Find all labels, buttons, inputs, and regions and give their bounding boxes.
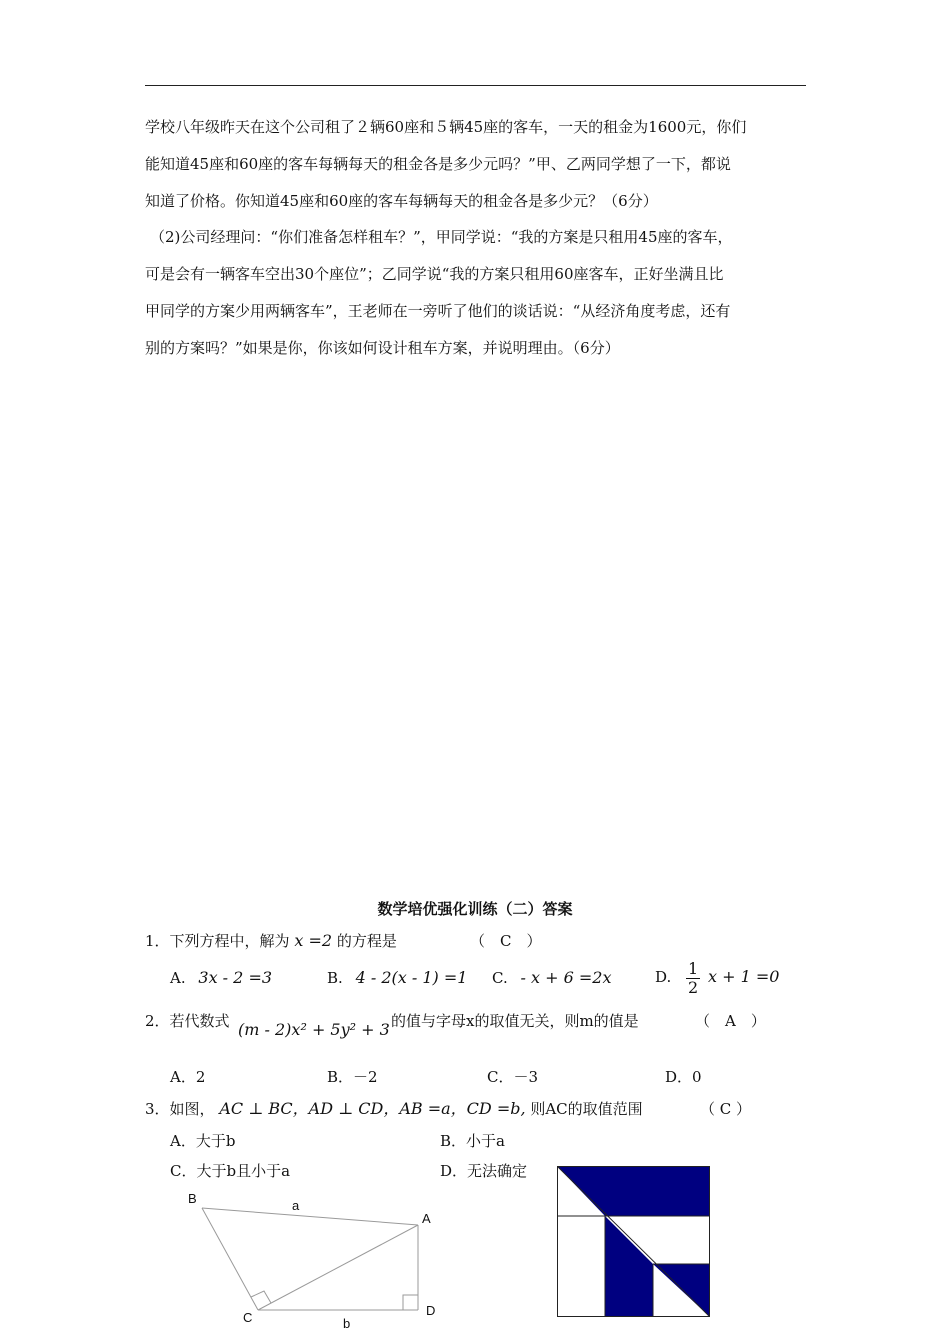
problem-line: 可是会有一辆客车空出30个座位”；乙同学说“我的方案只租用60座客车，正好坐满且比 (145, 265, 724, 283)
q3-option-c: C．大于b且小于a (170, 1162, 291, 1180)
option-label: B. (327, 969, 343, 987)
problem-line: 甲同学的方案少用两辆客车”，王老师在一旁听了他们的谈话说：“从经济角度考虑，还有 (145, 302, 731, 320)
problem-line: 能知道45座和60座的客车每辆每天的租金各是多少元吗？”甲、乙两同学想了一下，都说 (145, 155, 731, 173)
label-b: B (188, 1191, 197, 1206)
q1-option-b (327, 967, 467, 989)
q2-answer: （ A ） (695, 1012, 766, 1030)
problem-paragraph-2 (145, 219, 815, 367)
q3-option-d: D．无法确定 (440, 1162, 528, 1180)
q3-stem (145, 1098, 643, 1120)
q1-option-d (655, 957, 779, 997)
q2-option-d: D．0 (665, 1068, 702, 1086)
header-rule (145, 85, 806, 86)
label-a-side: a (292, 1198, 300, 1213)
answer-title: 数学培优强化训练（二）答案 (377, 900, 573, 918)
q2-option-c: C．－3 (487, 1068, 539, 1086)
q1-text-before: 1．下列方程中，解为 (145, 932, 290, 950)
problem-line: 学校八年级昨天在这个公司租了２辆60座和５辆45座的客车，一天的租金为1600元，你们 (145, 118, 747, 136)
q3-text-before: 3．如图， (145, 1100, 215, 1118)
label-d: D (426, 1303, 436, 1318)
square-pattern-figure (557, 1166, 712, 1319)
option-label: D. (655, 968, 672, 986)
problem-line: 别的方案吗？”如果是你，你该如何设计租车方案，并说明理由。（6分） (145, 339, 620, 357)
q3-text-after: 则AC的取值范围 (530, 1100, 643, 1118)
geometry-figure (180, 1185, 450, 1335)
q2-stem-before: 2．若代数式 (145, 1012, 230, 1030)
q3-option-a: A．大于b (170, 1132, 236, 1150)
option-label: C. (492, 969, 508, 987)
label-a: A (422, 1211, 431, 1226)
q1-option-c-expr: - x + 6 =2x (520, 968, 612, 987)
q1-option-d-fraction (686, 960, 700, 997)
q2-stem-after: 的值与字母x的取值无关，则m的值是 (391, 1012, 639, 1030)
problem-line: （2)公司经理问：“你们准备怎样租车？”，甲同学说：“我的方案是只租用45座的客车， (150, 228, 733, 246)
q1-option-c (492, 967, 611, 989)
label-b-side: b (343, 1316, 351, 1331)
problem-line: 知道了价格。你知道45座和60座的客车每辆每天的租金各是多少元？（6分） (145, 192, 658, 210)
q2-option-a: A．2 (170, 1068, 206, 1086)
q1-condition: x =2 (294, 931, 333, 950)
label-c: C (243, 1310, 253, 1325)
fraction-denominator: 2 (688, 977, 699, 997)
q3-expression: AC ⊥ BC，AD ⊥ CD，AB =a，CD =b, (219, 1099, 526, 1118)
option-label: A. (170, 969, 186, 987)
problem-paragraph-1 (145, 109, 810, 220)
q1-answer: （ C ） (470, 932, 542, 950)
q3-answer: （ C ） (700, 1100, 752, 1118)
q1-stem (145, 930, 397, 952)
q3-option-b: B．小于a (440, 1132, 505, 1150)
fraction-numerator: 1 (688, 958, 699, 978)
right-angle-mark-c (251, 1291, 271, 1303)
segment-ac (258, 1225, 418, 1310)
q1-option-a-expr: 3x - 2 =3 (198, 968, 273, 987)
segment-ab (202, 1208, 418, 1225)
q1-option-a (170, 967, 272, 989)
q2-expression: (m - 2)x² + 5y² + 3 (238, 1020, 390, 1039)
q2-option-b: B．－2 (327, 1068, 378, 1086)
q1-text-after: 的方程是 (336, 932, 397, 950)
q1-option-d-expr: x + 1 =0 (708, 967, 780, 986)
segment-bc (202, 1208, 258, 1310)
q1-option-b-expr: 4 - 2(x - 1) =1 (355, 968, 468, 987)
right-angle-mark-d (403, 1295, 418, 1310)
